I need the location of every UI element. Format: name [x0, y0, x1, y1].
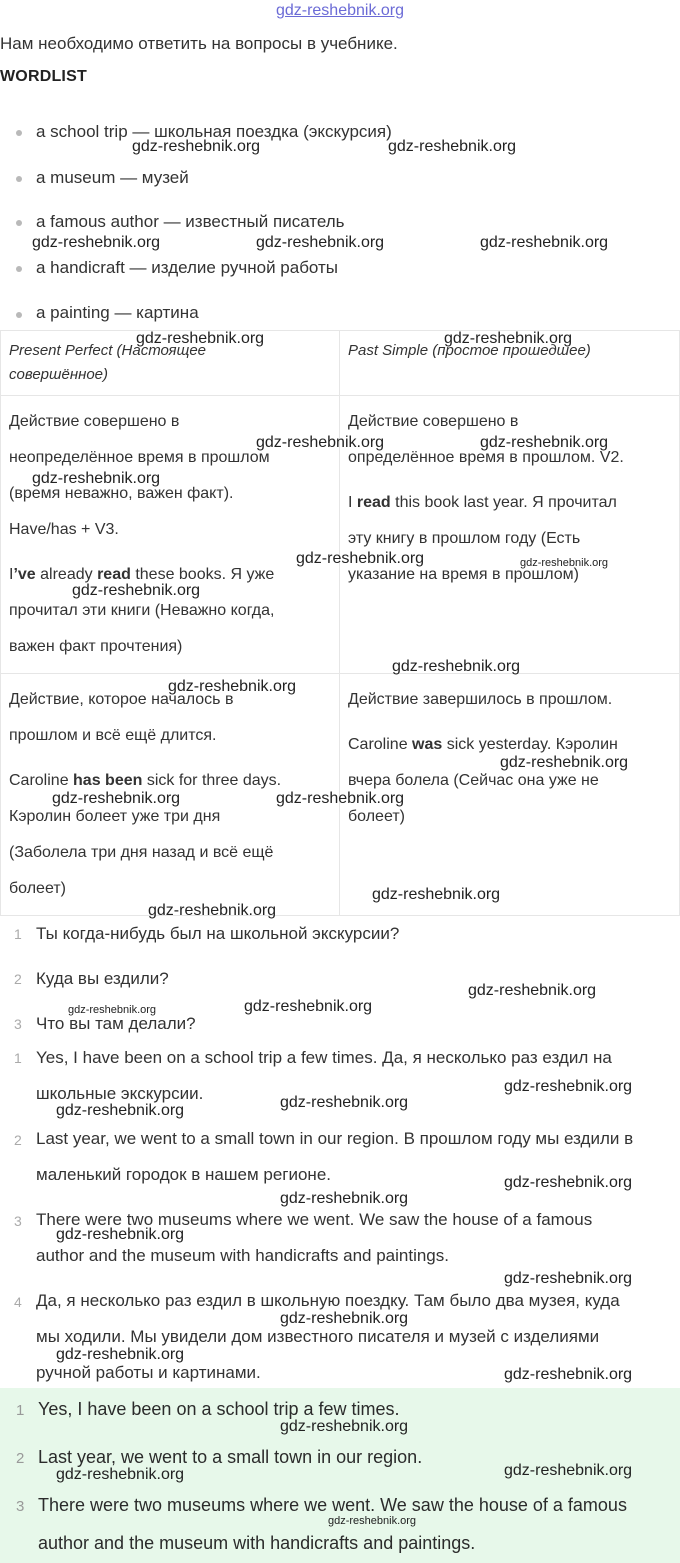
list-number: 2 [16, 1450, 25, 1467]
watermark: gdz-reshebnik.org [504, 1462, 633, 1479]
cell-text: Действие совершено в [9, 413, 180, 430]
intro-text: Нам необходимо ответить на вопросы в учебнике. [0, 34, 398, 53]
watermark: gdz-reshebnik.org [480, 434, 609, 451]
watermark: gdz-reshebnik.org [296, 550, 425, 567]
cell-text: (время неважно, важен факт). [9, 485, 234, 502]
bullet-icon [16, 220, 22, 226]
list-item-cont: ручной работы и картинами. [36, 1363, 261, 1382]
list-number: 4 [14, 1294, 22, 1310]
watermark: gdz-reshebnik.org [256, 434, 385, 451]
cell-text: вчера болела (Сейчас она уже не [348, 772, 599, 789]
cell-text: указание на время в прошлом) [348, 566, 579, 583]
grammar-table [0, 330, 680, 916]
watermark: gdz-reshebnik.org [480, 234, 609, 251]
list-item: Last year, we went to a small town in our region. В прошлом году мы ездили в [36, 1129, 634, 1148]
watermark: gdz-reshebnik.org [500, 754, 629, 771]
watermark: gdz-reshebnik.org [72, 582, 201, 599]
cell-text: определённое время в прошлом. V2. [348, 449, 624, 466]
watermark: gdz-reshebnik.org [136, 330, 265, 347]
watermark: gdz-reshebnik.org [56, 1226, 185, 1243]
cell-text: эту книгу в прошлом году (Есть [348, 530, 581, 547]
cell-text: болеет) [9, 880, 66, 897]
list-item-cont: мы ходили. Мы увидели дом известного писателя и музей с изделиями [36, 1327, 600, 1346]
example-sentence: Caroline has been sick for three days. [9, 772, 282, 789]
list-number: 3 [14, 1213, 22, 1229]
watermark: gdz-reshebnik.org [280, 1094, 409, 1111]
watermark: gdz-reshebnik.org [280, 1418, 409, 1435]
watermark: gdz-reshebnik.org [468, 982, 597, 999]
list-item: a school trip — школьная поездка (экскурсия) [36, 122, 392, 141]
list-item-cont: author and the museum with handicrafts and paintings. [36, 1246, 449, 1265]
list-item: a museum — музей [36, 168, 189, 187]
list-item: There were two museums where we went. We saw the house of a famous [38, 1495, 627, 1515]
watermark: gdz-reshebnik.org [168, 678, 297, 695]
list-number: 1 [16, 1402, 25, 1419]
watermark: gdz-reshebnik.org [32, 470, 161, 487]
header-present-perfect-2: совершённое) [9, 366, 109, 383]
watermark: gdz-reshebnik.org [276, 790, 405, 807]
list-number: 2 [14, 1132, 22, 1148]
watermark: gdz-reshebnik.org [280, 1310, 409, 1327]
watermark: gdz-reshebnik.org [520, 557, 609, 569]
list-item: a painting — картина [36, 303, 199, 322]
example-sentence: I’ve already read these books. Я уже [9, 566, 275, 583]
list-item: Ты когда-нибудь был на школьной экскурсии? [36, 924, 400, 943]
list-number: 3 [16, 1498, 25, 1515]
watermark: gdz-reshebnik.org [52, 790, 181, 807]
list-number: 1 [14, 1050, 22, 1066]
watermark: gdz-reshebnik.org [68, 1004, 157, 1016]
list-number: 3 [14, 1016, 22, 1032]
watermark: gdz-reshebnik.org [32, 234, 161, 251]
watermark: gdz-reshebnik.org [328, 1515, 417, 1527]
list-item: Куда вы ездили? [36, 969, 169, 988]
list-item: Yes, I have been on a school trip a few times. Да, я несколько раз ездил на [36, 1048, 612, 1067]
list-item-cont: школьные экскурсии. [36, 1084, 204, 1103]
cell-text: болеет) [348, 808, 405, 825]
list-item: a handicraft — изделие ручной работы [36, 258, 339, 277]
watermark: gdz-reshebnik.org [372, 886, 501, 903]
watermark: gdz-reshebnik.org [56, 1466, 185, 1483]
bullet-icon [16, 176, 22, 182]
watermark: gdz-reshebnik.org [444, 330, 573, 347]
cell-text: важен факт прочтения) [9, 638, 183, 655]
watermark: gdz-reshebnik.org [504, 1174, 633, 1191]
watermark: gdz-reshebnik.org [256, 234, 385, 251]
cell-text: неопределённое время в прошлом [9, 449, 270, 466]
list-item: Да, я несколько раз ездил в школьную поездку. Там было два музея, куда [36, 1291, 620, 1310]
cell-text: прочитал эти книги (Неважно когда, [9, 602, 275, 619]
cell-text: Действие совершено в [348, 413, 519, 430]
list-item: Что вы там делали? [36, 1014, 196, 1033]
header-past-simple: Past Simple (простое прошедшее) [348, 342, 591, 359]
watermark: gdz-reshebnik.org [388, 138, 517, 155]
watermark: gdz-reshebnik.org [56, 1102, 185, 1119]
cell-text: прошлом и всё ещё длится. [9, 727, 217, 744]
wordlist-heading: WORDLIST [0, 68, 87, 85]
list-item: Yes, I have been on a school trip a few times. [38, 1399, 400, 1419]
cell-text: Have/has + V3. [9, 521, 119, 538]
cell-text: Действие завершилось в прошлом. [348, 691, 613, 708]
bullet-icon [16, 266, 22, 272]
watermark: gdz-reshebnik.org [504, 1078, 633, 1095]
list-item-cont: маленький городок в нашем регионе. [36, 1165, 331, 1184]
watermark: gdz-reshebnik.org [56, 1346, 185, 1363]
cell-text: (Заболела три дня назад и всё ещё [9, 844, 274, 861]
watermark: gdz-reshebnik.org [148, 902, 277, 919]
bullet-icon [16, 312, 22, 318]
bullet-icon [16, 130, 22, 136]
example-sentence: I read this book last year. Я прочитал [348, 494, 617, 511]
list-item: There were two museums where we went. We saw the house of a famous [36, 1210, 593, 1229]
list-item-cont: author and the museum with handicrafts and paintings. [38, 1533, 476, 1553]
watermark: gdz-reshebnik.org [244, 998, 373, 1015]
header-present-perfect: Present Perfect (Настоящее [9, 342, 207, 359]
cell-text: Действие, которое началось в [9, 691, 234, 708]
watermark: gdz-reshebnik.org [504, 1270, 633, 1287]
watermark: gdz-reshebnik.org [504, 1366, 633, 1383]
list-item: a famous author — известный писатель [36, 212, 345, 231]
watermark: gdz-reshebnik.org [280, 1190, 409, 1207]
example-sentence: Caroline was sick yesterday. Кэролин [348, 736, 618, 753]
list-item: Last year, we went to a small town in our region. [38, 1447, 423, 1467]
list-number: 1 [14, 926, 22, 942]
top-watermark-link[interactable]: gdz-reshebnik.org [275, 2, 405, 19]
cell-text: Кэролин болеет уже три дня [9, 808, 221, 825]
watermark: gdz-reshebnik.org [132, 138, 261, 155]
watermark: gdz-reshebnik.org [392, 658, 521, 675]
list-number: 2 [14, 971, 22, 987]
